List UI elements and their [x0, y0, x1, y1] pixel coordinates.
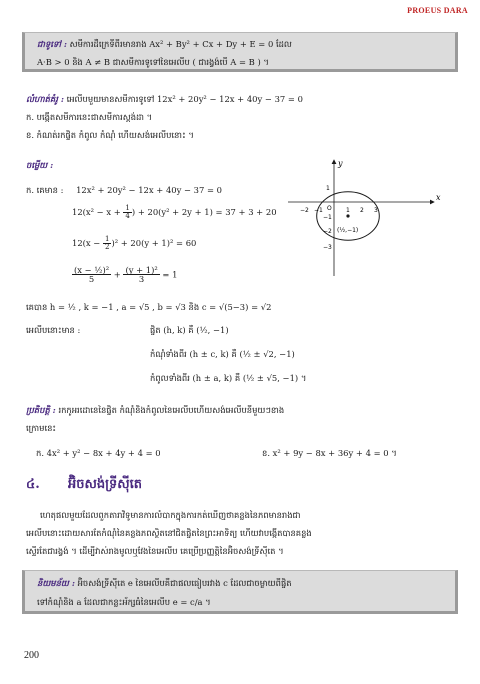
header-brand: PROEUS DARA: [407, 6, 468, 15]
standard-form-equation: $\frac{\text{(x − ½)²}}{5}$ + $\frac{\text{(y + 1)²}}{3}$ = 1: [74, 265, 178, 285]
fraction-numerator: 1: [125, 204, 130, 212]
solution-step-3-right: )² + 20(y + 1)² = 60: [111, 238, 197, 248]
section-paragraph-line-3: ស្ទើរតែជារង្វង់ ។ ដើម្បីវាស់រាងមូលឬវែងនៃអេលីប គេប្រើប្រញ្ញត្តិនៃអ៊ិចសង់ទ្រីស៊ីតេ ។: [26, 546, 284, 556]
x-tick-label: 1: [346, 207, 350, 214]
y-tick-label: −1: [323, 214, 332, 221]
eccentricity-definition-box: [22, 570, 458, 614]
y-tick-label: −2: [323, 228, 332, 235]
example-label: លំហាត់គំរូ :: [26, 94, 64, 104]
y-tick-label: −3: [323, 244, 332, 251]
definition-line-2: A·B > 0 និង A ≠ B ជាសមីការទូទៅនៃអេលីប ( ជារង្វង់បើ A = B ) ។: [37, 57, 269, 67]
section-number: ៤.: [26, 477, 40, 492]
definition-line-1: [37, 39, 292, 52]
exercise-text-2: ក្រោមនេះ: [26, 423, 57, 433]
example-statement: អេលីបមួយមានសមីការទូទៅ 12x² + 20y² − 12x + 40y − 37 = 0: [66, 94, 303, 104]
x-tick-label: 3: [374, 207, 378, 214]
solution-step-2-right: ) + 20(y² + 2y + 1) = 37 + 3 + 20: [131, 207, 277, 217]
definition-text-1: សមីការដឺក្រេទីពីរមានរាង Ax² + By² + Cx + Dy + E = 0 ដែល: [69, 39, 292, 49]
solution-step-1-prefix: ក. គេមាន :: [26, 185, 64, 195]
solution-label: ចម្លើយ :: [26, 160, 54, 170]
solution-parameters: គេបាន h = ½ , k = −1 , a = √5 , b = √3 និង c = √(5−3) = √2: [26, 302, 272, 312]
eccentricity-definition-label: និយមន័យ :: [37, 578, 75, 588]
standard-form-fraction-x: [72, 266, 111, 284]
example-part-b: ខ. កំណត់រកផ្ចិត កំពូល កំណុំ ហើយសង់អេលីបនោះ ។: [26, 130, 194, 140]
section-paragraph-line-2: អេលីបនោះដោយសារតែកំណុំនៃគន្លងភពស្ថិតនៅជិតផ្ចិតនៃព្រះអាទិត្យ ហើយវាបង្កើតបានគន្លង: [26, 528, 312, 538]
solution-vertices: កំពូលទាំងពីរ (h ± a, k) គឺ (½ ± √5, −1) ។: [150, 373, 307, 383]
fraction-numerator: (y + 1)²: [125, 265, 158, 275]
center-point: [346, 214, 349, 217]
definition-label: ជាទូទៅ :: [37, 39, 67, 49]
solution-step-2-left: 12(x² − x +: [72, 207, 124, 217]
section-paragraph-line-1: ហេតុផលមួយដែលពួកតារាវិទូមានការលំបាកក្នុងការកត់ឃើញថាគន្លងនៃភពមានរាងជា: [40, 510, 301, 520]
eccentricity-definition-line-1: [37, 578, 292, 591]
solution-ellipse-intro: អេលីបនោះមាន :: [26, 325, 81, 335]
exercise-text-1: រកកូអរដោនេនៃផ្ចិត កំណុំនិងកំពូលនៃអេលីបហើយសង់អេលីបនីមួយៗខាង: [58, 405, 285, 415]
exercise-item-b: ខ. x² + 9y − 8x + 36y + 4 = 0 ។: [262, 448, 397, 458]
section-title: អ៊ិចសង់ទ្រីស៊ីតេ: [68, 477, 143, 492]
solution-step-1-equation: 12x² + 20y² − 12x + 40y − 37 = 0: [76, 185, 223, 195]
y-tick-label: 1: [326, 185, 330, 192]
definition-box: [22, 32, 458, 72]
x-tick-label: 2: [360, 207, 364, 214]
ellipse-graph: [284, 156, 440, 280]
solution-foci: កំណុំទាំងពីរ (h ± c, k) គឺ (½ ± √2, −1): [150, 349, 295, 359]
example-part-a: ក. បង្កើតសមីការនេះជាសមីការស្តង់ដា ។: [26, 112, 153, 122]
y-axis-label: y: [338, 159, 343, 168]
x-axis-label: x: [436, 193, 441, 202]
standard-form-rhs: = 1: [162, 269, 178, 280]
solution-step-3: [72, 236, 196, 251]
standard-form-fraction-y: [123, 266, 159, 284]
solution-step-3-left: 12(x −: [72, 238, 103, 248]
exercise-item-a: ក. 4x² + y² − 8x + 4y + 4 = 0: [36, 448, 161, 458]
solution-step-1: [26, 185, 222, 198]
fraction-numerator: (x − ½)²: [74, 265, 110, 275]
solution-step-2: [72, 205, 277, 220]
page-number: 200: [24, 650, 39, 661]
fraction-one-quarter: [123, 205, 131, 220]
origin-label: O: [327, 205, 332, 212]
exercise-label: ប្រតិបត្តិ :: [26, 405, 56, 415]
fraction-denominator: 2: [105, 243, 110, 251]
x-tick-label: −1: [314, 207, 323, 214]
center-coordinate-label: (½,−1): [337, 227, 359, 234]
eccentricity-definition-line-2: ទៅកំណុំនិង a ដែលជាកន្លះអ័ក្សធំនៃអេលីប e = c/a ។: [37, 597, 211, 607]
x-tick-label: −2: [300, 207, 309, 214]
fraction-numerator: 1: [105, 235, 110, 243]
fraction-denominator: 5: [88, 274, 95, 285]
exercise-line-1: [26, 405, 284, 418]
example-statement-line: [26, 94, 303, 107]
fraction-denominator: 4: [125, 212, 130, 220]
solution-center: ផ្ចិត (h, k) គឺ (½, −1): [150, 325, 229, 335]
eccentricity-definition-text-1: អ៊ិចសង់ទ្រីស៊ីតេ e នៃអេលីបគឺជាផលធៀបរវាង c ដែលជាចម្ងាយពីផ្ចិត: [77, 578, 292, 588]
fraction-denominator: 3: [138, 274, 145, 285]
